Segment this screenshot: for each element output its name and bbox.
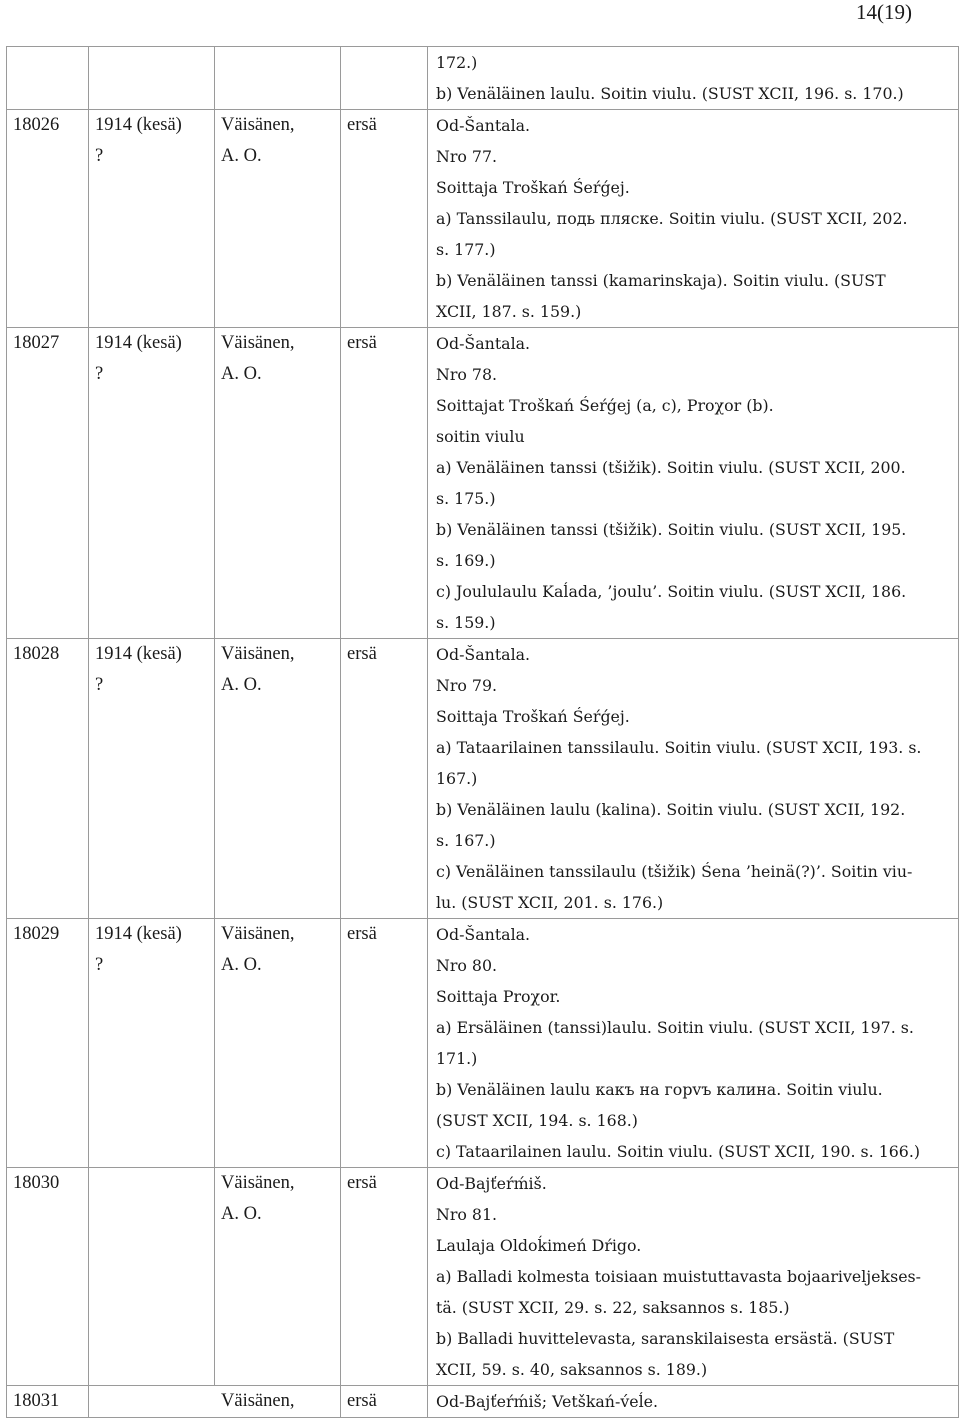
language-cell-line: ersä [347, 333, 377, 353]
description-cell-line: 167.) [436, 769, 478, 788]
description-cell-line: soitin viulu [436, 427, 525, 446]
description-cell [428, 110, 959, 328]
table-row [7, 1168, 959, 1386]
record-id [7, 919, 89, 1168]
collector-cell [215, 110, 341, 328]
description-cell [428, 47, 959, 110]
language-cell [341, 110, 428, 328]
date-cell [89, 919, 215, 1168]
description-cell-line: Soittaja Proχor. [436, 987, 561, 1006]
collector-cell-line: Väisänen, [221, 644, 295, 664]
table-row [7, 47, 959, 110]
record-id [7, 1168, 89, 1386]
date-cell [89, 328, 215, 639]
description-cell [428, 328, 959, 639]
description-cell [428, 919, 959, 1168]
description-cell [428, 1168, 959, 1386]
record-id [7, 110, 89, 328]
description-cell-line: c) Venäläinen tanssilaulu (tšižik) Śena ’heinä(?)’. Soitin viu- [436, 862, 913, 881]
date-cell [89, 110, 215, 328]
date-cell-line: ? [95, 955, 104, 975]
description-cell-line: Nro 79. [436, 676, 498, 695]
record-id-line: 18027 [13, 333, 60, 353]
language-cell [341, 1386, 428, 1418]
collector-cell-line: A. O. [221, 364, 262, 384]
collector-cell-line: A. O. [221, 146, 262, 166]
description-cell-line: Soittaja Troškań Śeŕǵej. [436, 178, 630, 197]
collector-cell-line: A. O. [221, 1204, 262, 1224]
description-cell-line: a) Ersäläinen (tanssi)laulu. Soitin viulu. (SUST XCII, 197. s. [436, 1018, 914, 1037]
language-cell [341, 1168, 428, 1386]
table-row [7, 110, 959, 328]
date-cell [89, 47, 215, 110]
description-cell-line: 172.) [436, 53, 478, 72]
description-cell-line: Od-Šantala. [436, 645, 531, 664]
language-cell [341, 47, 428, 110]
description-cell-line: b) Venäläinen laulu. Soitin viulu. (SUST XCII, 196. s. 170.) [436, 84, 904, 103]
description-cell-line: XCII, 187. s. 159.) [436, 302, 582, 321]
description-cell-line: s. 177.) [436, 240, 496, 259]
description-cell-line: Od-Šantala. [436, 334, 531, 353]
description-cell-line: b) Balladi huvittelevasta, saranskilaisesta ersästä. (SUST [436, 1329, 895, 1348]
date-cell-line: 1914 (kesä) [95, 115, 182, 135]
date-cell-line: 1914 (kesä) [95, 644, 182, 664]
date-cell [89, 1168, 215, 1386]
description-cell-line: XCII, 59. s. 40, saksannos s. 189.) [436, 1360, 708, 1379]
page-number: 14(19) [856, 0, 912, 24]
description-cell-line: Od-Šantala. [436, 925, 531, 944]
language-cell [341, 328, 428, 639]
description-cell-line: Laulaja Oldoḱimeń Dŕigo. [436, 1236, 642, 1255]
description-cell-line: Nro 81. [436, 1205, 498, 1224]
description-cell [428, 639, 959, 919]
collector-cell [215, 919, 341, 1168]
date-cell-line: 1914 (kesä) [95, 333, 182, 353]
language-cell-line: ersä [347, 1173, 377, 1193]
description-cell-line: b) Venäläinen tanssi (kamarinskaja). Soitin viulu. (SUST [436, 271, 886, 290]
description-cell-line: a) Tanssilaulu, подь пляске. Soitin viulu. (SUST XCII, 202. [436, 209, 908, 228]
description-cell-line: 171.) [436, 1049, 478, 1068]
language-cell-line: ersä [347, 1391, 377, 1411]
archive-catalog-table [6, 46, 959, 1418]
record-id-line: 18030 [13, 1173, 60, 1193]
language-cell [341, 639, 428, 919]
collector-cell-line: Väisänen, [221, 924, 295, 944]
collector-cell [89, 1386, 341, 1418]
language-cell [341, 919, 428, 1168]
description-cell-line: b) Venäläinen tanssi (tšižik). Soitin viulu. (SUST XCII, 195. [436, 520, 907, 539]
description-cell-line: Nro 77. [436, 147, 498, 166]
collector-cell-line: A. O. [221, 675, 262, 695]
description-cell-line: Od-Šantala. [436, 116, 531, 135]
collector-cell-line: Väisänen, [221, 333, 295, 353]
description-cell-line: Nro 80. [436, 956, 498, 975]
language-cell-line: ersä [347, 115, 377, 135]
description-cell-line: c) Joululaulu Kaĺada, ’joulu’. Soitin viulu. (SUST XCII, 186. [436, 582, 907, 601]
table-row [7, 919, 959, 1168]
date-cell-line: ? [95, 364, 104, 384]
language-cell-line: ersä [347, 924, 377, 944]
table-row [7, 1386, 959, 1418]
language-cell-line: ersä [347, 644, 377, 664]
description-cell-line: Od-Bajťeŕḿiš. [436, 1174, 547, 1193]
record-id-line: 18031 [13, 1391, 60, 1411]
record-id [7, 328, 89, 639]
description-cell-line: Soittajat Troškań Śeŕǵej (a, c), Proχor (b). [436, 396, 774, 415]
description-cell [428, 1386, 959, 1418]
date-cell [89, 639, 215, 919]
description-cell-line: a) Tataarilainen tanssilaulu. Soitin viulu. (SUST XCII, 193. s. [436, 738, 922, 757]
record-id-line: 18028 [13, 644, 60, 664]
collector-cell-line: Väisänen, [221, 1391, 295, 1411]
description-cell-line: s. 167.) [436, 831, 496, 850]
description-cell-line: Soittaja Troškań Śeŕǵej. [436, 707, 630, 726]
description-cell-line: s. 175.) [436, 489, 496, 508]
description-cell-line: (SUST XCII, 194. s. 168.) [436, 1111, 638, 1130]
collector-cell-line: Väisänen, [221, 115, 295, 135]
collector-cell [215, 47, 341, 110]
collector-cell [215, 1168, 341, 1386]
description-cell-line: c) Tataarilainen laulu. Soitin viulu. (SUST XCII, 190. s. 166.) [436, 1142, 921, 1161]
table-row [7, 328, 959, 639]
description-cell-line: s. 169.) [436, 551, 496, 570]
collector-cell-line: A. O. [221, 955, 262, 975]
description-cell-line: s. 159.) [436, 613, 496, 632]
record-id-line: 18026 [13, 115, 60, 135]
record-id [7, 1386, 89, 1418]
description-cell-line: Od-Bajťeŕḿiš; Vetškań-v́eĺe. [436, 1392, 659, 1411]
description-cell-line: b) Venäläinen laulu какъ на горvъ калина. Soitin viulu. [436, 1080, 883, 1099]
date-cell-line: 1914 (kesä) [95, 924, 182, 944]
collector-cell [215, 328, 341, 639]
date-cell-line: ? [95, 675, 104, 695]
date-cell-line: ? [95, 146, 104, 166]
description-cell-line: a) Venäläinen tanssi (tšižik). Soitin viulu. (SUST XCII, 200. [436, 458, 906, 477]
table-row [7, 639, 959, 919]
description-cell-line: Nro 78. [436, 365, 498, 384]
collector-cell-line: Väisänen, [221, 1173, 295, 1193]
collector-cell [215, 639, 341, 919]
description-cell-line: lu. (SUST XCII, 201. s. 176.) [436, 893, 664, 912]
record-id [7, 47, 89, 110]
description-cell-line: tä. (SUST XCII, 29. s. 22, saksannos s. 185.) [436, 1298, 790, 1317]
table-body [7, 47, 959, 1418]
description-cell-line: b) Venäläinen laulu (kalina). Soitin viulu. (SUST XCII, 192. [436, 800, 906, 819]
record-id [7, 639, 89, 919]
description-cell-line: a) Balladi kolmesta toisiaan muistuttavasta bojaariveljekses- [436, 1267, 921, 1286]
record-id-line: 18029 [13, 924, 60, 944]
